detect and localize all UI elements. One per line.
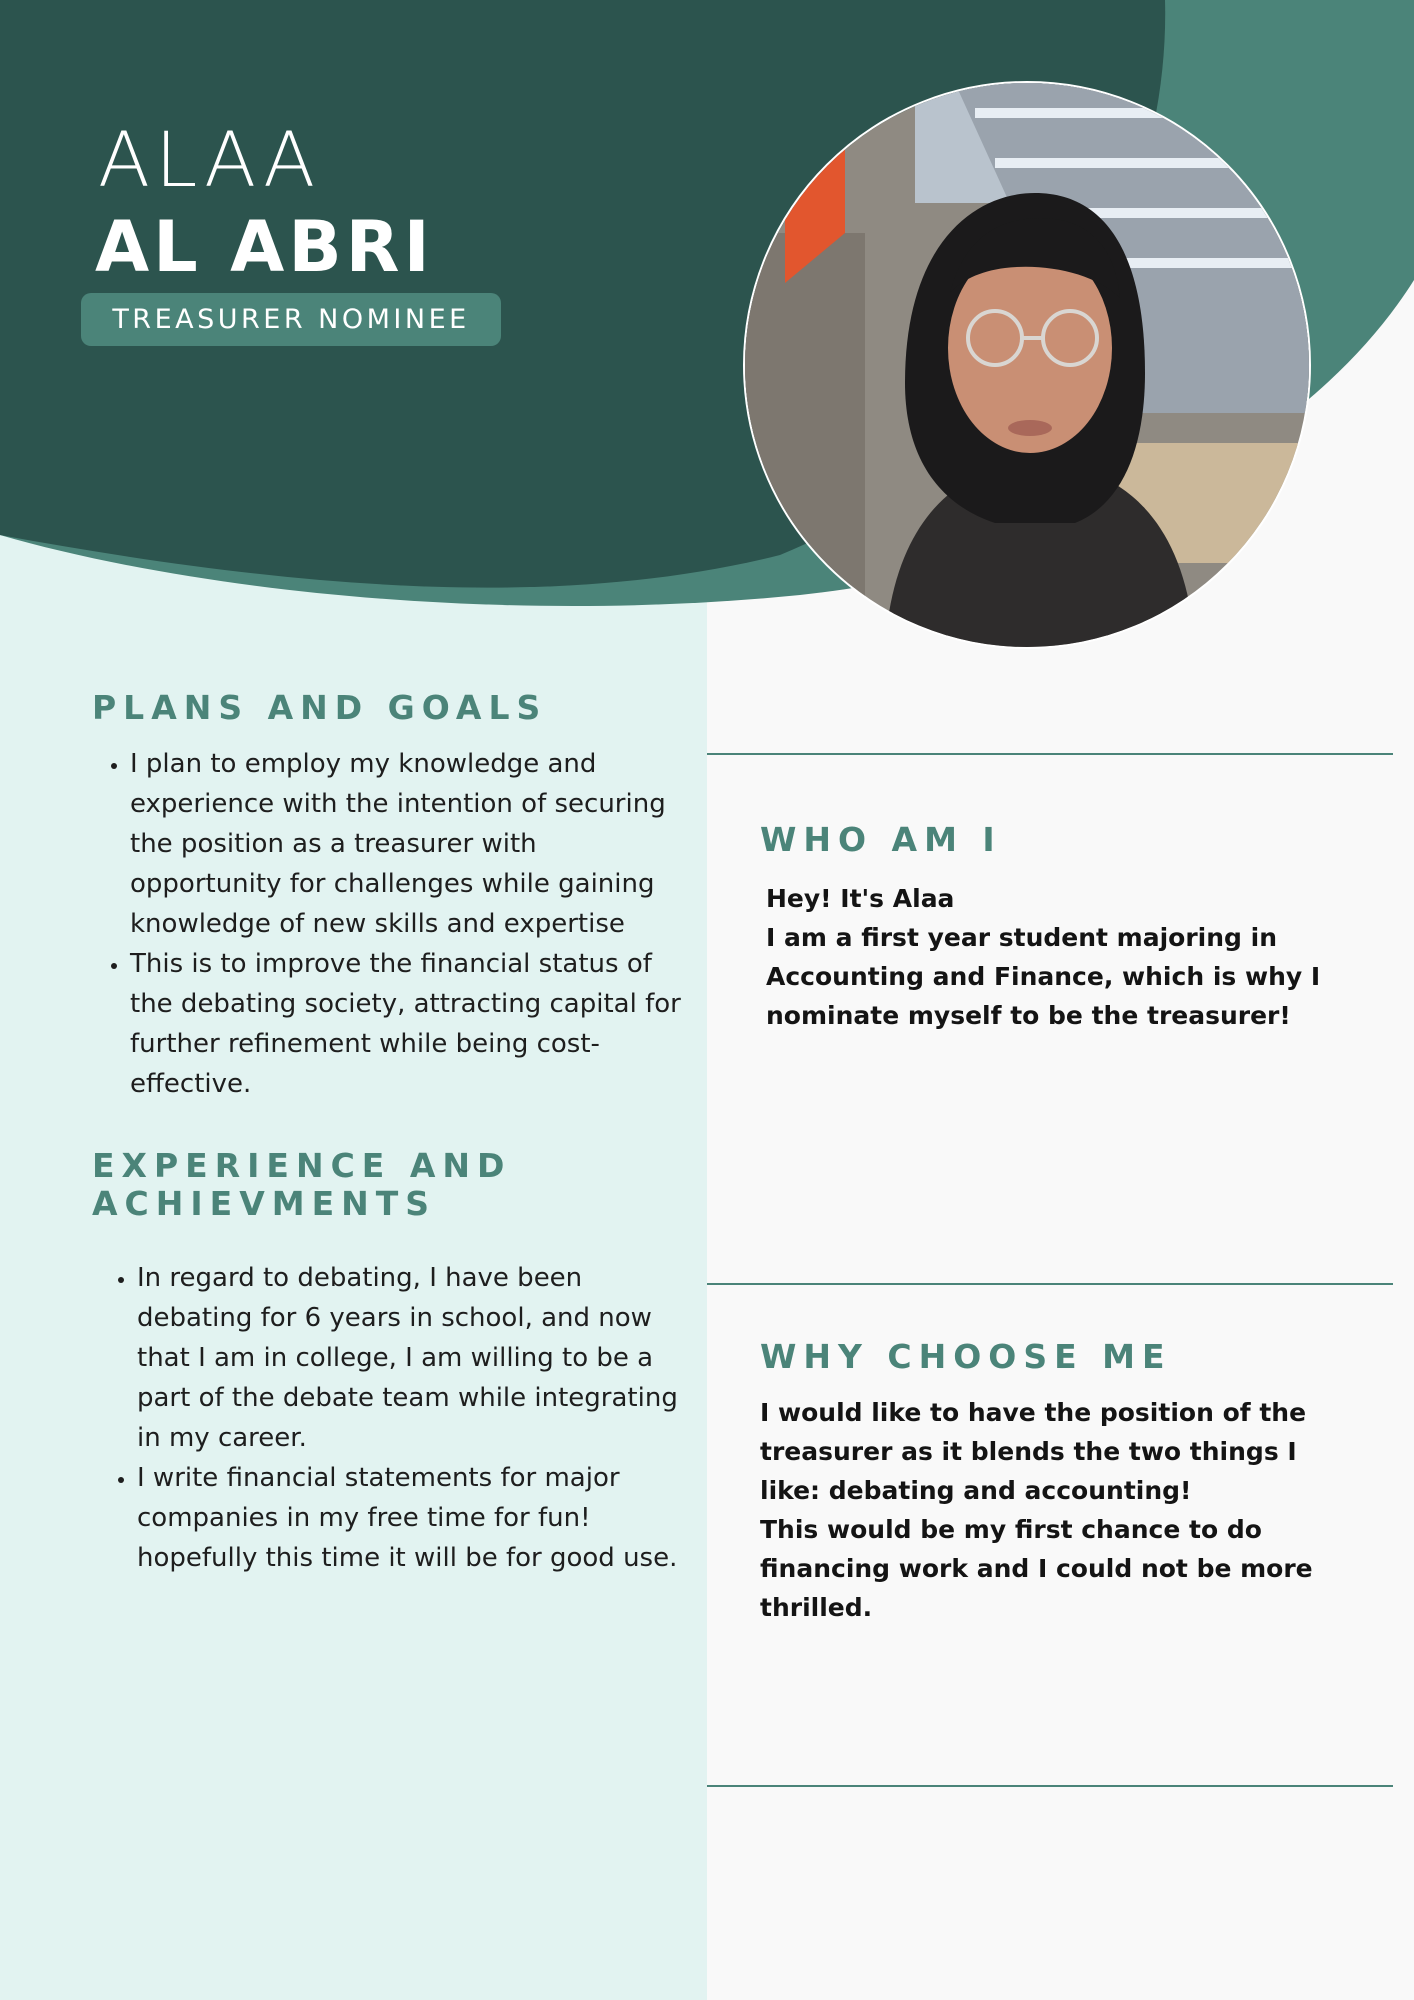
experience-title-line1: EXPERIENCE AND	[92, 1146, 512, 1185]
list-item: • I plan to employ my knowledge and experience with the intention of securing the position as a treasurer with opportunity for challenges while gaining knowledge of new skills and expertise	[130, 744, 690, 944]
role-badge: TREASURER NOMINEE	[81, 293, 501, 346]
why-title: WHY CHOOSE ME	[760, 1337, 1172, 1376]
who-title: WHO AM I	[760, 820, 1002, 859]
who-description: I am a first year student majoring in Accounting and Finance, which is why I nominate myself to be the treasurer!	[766, 923, 1321, 1030]
plans-title: PLANS AND GOALS	[92, 688, 548, 727]
divider-bottom	[707, 1785, 1393, 1787]
experience-title-line2: ACHIEVMENTS	[92, 1184, 437, 1223]
why-closing: This would be my first chance to do financing work and I could not be more thrilled.	[760, 1515, 1313, 1622]
profile-photo	[743, 81, 1311, 649]
why-reason: I would like to have the position of the treasurer as it blends the two things I like: debating and accounting!	[760, 1398, 1307, 1505]
why-text	[760, 1393, 1320, 1627]
list-item: • In regard to debating, I have been debating for 6 years in school, and now that I am in college, I am willing to be a part of the debate team while integrating in my career.	[137, 1258, 682, 1458]
who-text	[766, 879, 1326, 1035]
experience-list	[99, 1258, 682, 1578]
list-item: • This is to improve the financial status of the debating society, attracting capital for further refinement while being cost-effective.	[130, 944, 690, 1104]
first-name: ALAA	[98, 115, 321, 204]
plans-list	[92, 744, 690, 1104]
who-greeting: Hey! It's Alaa	[766, 884, 955, 913]
last-name: AL ABRI	[95, 206, 434, 288]
profile-photo-illustration	[745, 83, 1309, 647]
divider-middle	[707, 1283, 1393, 1285]
list-item: • I write financial statements for major companies in my free time for fun! hopefully this time it will be for good use.	[137, 1458, 682, 1578]
divider-top	[707, 753, 1393, 755]
